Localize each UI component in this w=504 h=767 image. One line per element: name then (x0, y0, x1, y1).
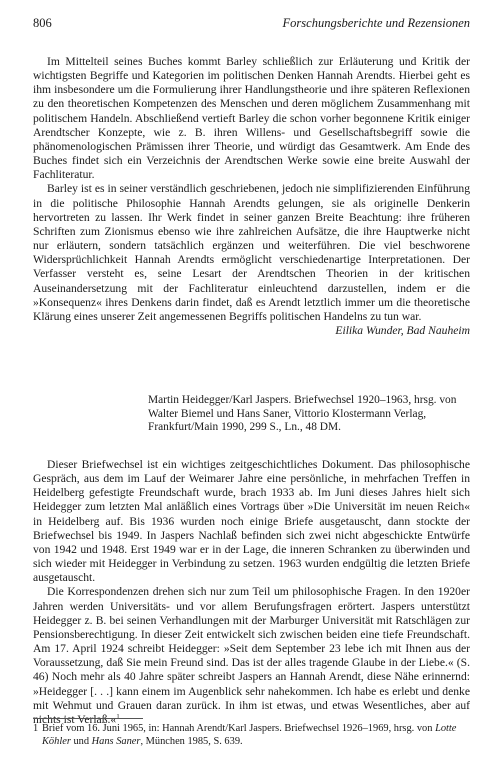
footnote-number: 1 (33, 723, 39, 734)
review2-paragraph-2 (33, 585, 470, 727)
footnote-divider (33, 718, 143, 719)
review1-paragraph-1: Im Mittelteil seines Buches kommt Barley schließlich zur Erläuterung und Kritik der wichtigsten Begriffe und Kategorien im politischen Denken Hannah Arendts. Hierbei geht es ihm insbesondere um die Formulierung ihrer Handlungstheorie und ihre späteren Reflexionen zu den theoretischen Kompetenzen des Menschen und deren möglichem Zusammenhang mit politischem Handeln. Abschließend vertieft Barley die schon vorher begonnene Kritik einiger Arendtscher Konzepte, wie z. B. ihren Willens- und Gesellschaftsbegriff sowie die phänomenologischen Prämissen ihrer Theorie, und würdigt das Gesamtwerk. Am Ende des Buches findet sich ein Verzeichnis der Arendtschen Werke sowie eine breite Auswahl der Fachliteratur. (33, 55, 470, 182)
footnote-text-b: und (70, 735, 92, 747)
footnote-editor-1: Lotte Köhler (42, 723, 457, 747)
review-heidegger-jaspers (33, 458, 470, 727)
footnote-text-c: , München 1985, S. 639. (140, 735, 243, 747)
footnote (33, 723, 470, 749)
review2-paragraph-2-text: Die Korrespondenzen drehen sich nur zum Teil um philosophische Fragen. In den 1920er Jahren werden Universitäts- und vor allem Berufungsfragen erörtert. Jaspers unterstützt Heidegger z. B. bei seinen Verhandlungen mit der Marburger Universität mit Ratschlägen zur Pensionsberechtigung. In dieser Zeit entwickelt sich zwischen beiden eine tiefe Freundschaft. Am 17. April 1924 schreibt Heidegger: »Seit dem September 23 lebe ich mit Ihnen aus der Voraussetzung, daß Sie mein Freund sind. Das ist der alles tragende Glaube in der Liebe.« (S. 46) Noch mehr als 40 Jahre später schreibt Jaspers an Hannah Arendt, diese Nähe erinnernd: »Heidegger [. . .] kann einem im Augenblick sehr nahekommen. Ich habe es erlebt und denke mit Wehmut und Grauen daran zurück. In ihm ist etwas, und etwas Wesentliches, aber auf nichts ist Verlaß.« (33, 585, 470, 726)
review-arendt-conclusion (33, 55, 470, 338)
footnote-reference[interactable]: 1 (116, 712, 120, 721)
page-header (33, 16, 470, 32)
review2-paragraph-1: Dieser Briefwechsel ist ein wichtiges zeitgeschichtliches Dokument. Das philosophische Gespräch, aus dem im Lauf der Weimarer Jahre eine persönliche, in mehrfachen Treffen in Heidelberg gefestigte Freundschaft wurde, brach 1933 ab. Im Juni dieses Jahres hielt sich Heidegger zum letzten Mal anläßlich eines Vortrags über »Die Universität im neuen Reich« in Heidelberg auf. Bis 1936 wurden noch einige Briefe ausgetauscht, dann stockte der Briefwechsel bis 1949. In Jaspers Nachlaß befinden sich zwei nicht abgeschickte Entwürfe von 1942 und 1948. Erst 1949 war er in der Lage, die inneren Schranken zu überwinden und sich wieder mit Heidegger in Verbindung zu setzen. 1963 wurden endgültig die letzten Briefe ausgetauscht. (33, 458, 470, 585)
running-title: Forschungsberichte und Rezensionen (282, 16, 470, 30)
page-number: 806 (33, 16, 52, 30)
footnote-text-a: Brief vom 16. Juni 1965, in: Hannah Arendt/Karl Jaspers. Briefwechsel 1926–1969, hrsg. von (42, 723, 436, 734)
footnote-editor-2: Hans Saner (91, 735, 141, 747)
reviewer-signature: Eilika Wunder, Bad Nauheim (335, 323, 470, 337)
bibliographic-entry: Martin Heidegger/Karl Jaspers. Briefwechsel 1920–1963, hrsg. von Walter Biemel und Hans Saner, Vittorio Klostermann Verlag, Frankfurt/Main 1990, 299 S., Ln., 48 DM. (148, 394, 457, 434)
review1-paragraph-2: Barley ist es in seiner verständlich geschriebenen, jedoch nie simplifizierenden Einführung in die politische Philosophie Hannah Arendts gelungen, sie als originelle Denkerin hervortreten zu lassen. Ihr Werk findet in seiner ganzen Breite Beachtung: ihre früheren Schriften zum Zionismus ebenso wie ihre zahlreichen Aufsätze, die ihre Hauptwerke nicht nur erläutern, sondern tatsächlich ergänzen und weiterführen. Die viel beschworene Widersprüchlichkeit Hannah Arendts ermöglicht verschiedenartige Interpretationen. Der Verfasser versteht es, seine Lesart der Arendtschen Theorien in der kritischen Auseinandersetzung mit der Fachliteratur einleuchtend darzustellen, indem er die »Konsequenz« ihres Denkens darin findet, daß es Arendt letztlich immer um die theoretische Klärung eines unserer Zeit angemessenen Begriffs politischen Handelns zu tun war. (33, 182, 470, 323)
